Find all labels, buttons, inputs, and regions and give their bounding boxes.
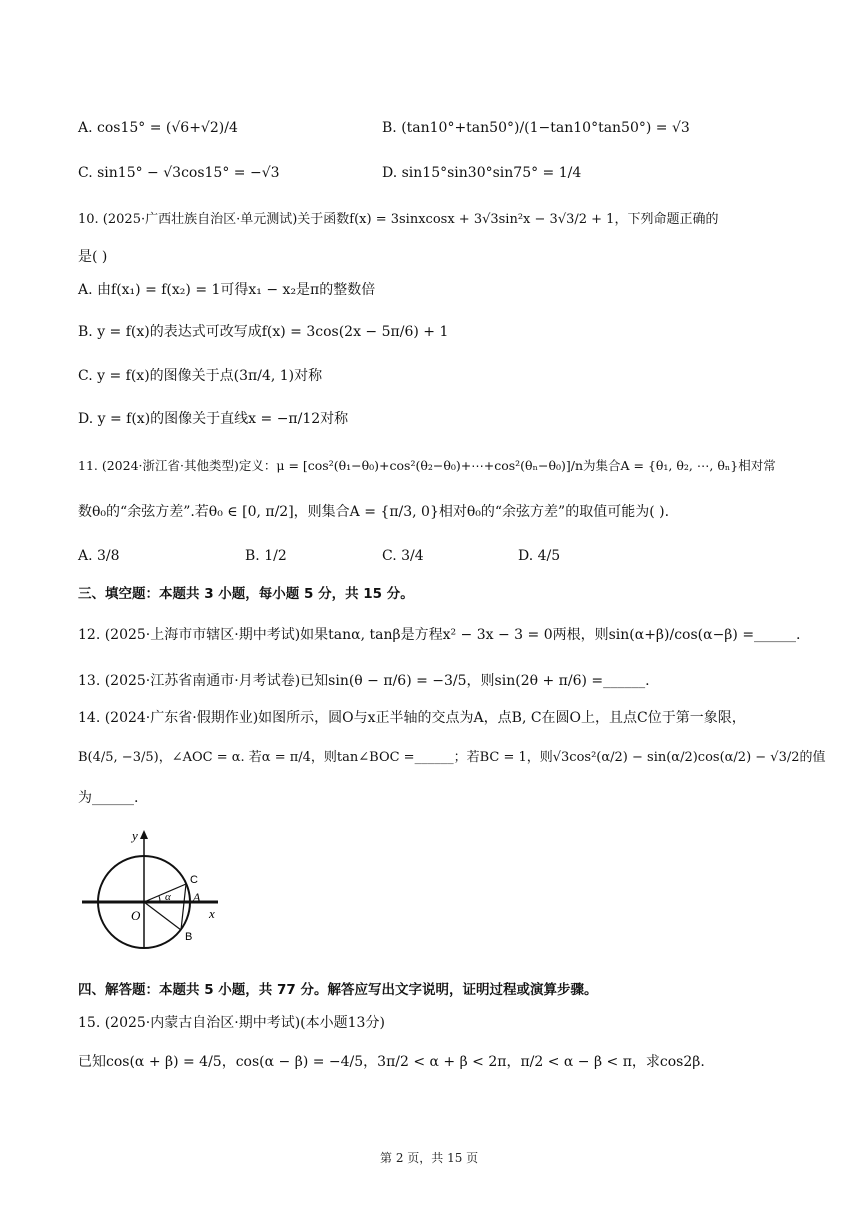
label-b: B — [185, 931, 193, 943]
q11-option-c: C. 3/4 — [382, 548, 424, 564]
q10-option-d: D. y = f(x)的图像关于直线x = −π/12对称 — [78, 411, 349, 427]
label-alpha: α — [165, 891, 171, 903]
q11-stem: 11. (2024·浙江省·其他类型)定义：μ = [cos²(θ₁−θ₀)+cos²(θ₂−θ₀)+⋯+cos²(θₙ−θ₀)]/n为集合A = {θ₁, θ₂, ⋯, θₙ}相对常 — [78, 458, 776, 473]
section-3-title: 三、填空题：本题共 3 小题，每小题 5 分，共 15 分。 — [78, 586, 414, 602]
q10-stem: 10. (2025·广西壮族自治区·单元测试)关于函数f(x) = 3sinxcosx + 3√3sin²x − 3√3/2 + 1，下列命题正确的 — [78, 212, 719, 227]
q11-option-b: B. 1/2 — [245, 548, 287, 564]
q10-stem-cont: 是( ) — [78, 249, 108, 265]
page-footer: 第 2 页，共 15 页 — [380, 1151, 479, 1165]
q9-option-a: A. cos15° = (√6+√2)/4 — [78, 120, 238, 136]
q11-option-a: A. 3/8 — [78, 548, 120, 564]
q10-option-c: C. y = f(x)的图像关于点(3π/4, 1)对称 — [78, 368, 323, 384]
label-a: A — [193, 890, 201, 904]
q11-option-d: D. 4/5 — [518, 548, 561, 564]
q9-option-d: D. sin15°sin30°sin75° = 1/4 — [382, 165, 582, 181]
q14-line2: B(4/5, −3/5)，∠AOC = α. 若α = π/4，则tan∠BOC =______；若BC = 1，则√3cos²(α/2) − sin(α/2)cos(α/2) − √3/2的值 — [78, 750, 826, 765]
q15-header: 15. (2025·内蒙古自治区·期中考试)(本小题13分) — [78, 1015, 385, 1031]
q9-option-b: B. (tan10°+tan50°)/(1−tan10°tan50°) = √3 — [382, 120, 690, 136]
section-4-title: 四、解答题：本题共 5 小题，共 77 分。解答应写出文字说明，证明过程或演算步骤。 — [78, 982, 598, 998]
q11-stem-cont: 数θ₀的“余弦方差”.若θ₀ ∈ [0, π/2]，则集合A = {π/3, 0}相对θ₀的“余弦方差”的取值可能为( ). — [78, 504, 670, 520]
q15-body: 已知cos(α + β) = 4/5，cos(α − β) = −4/5，3π/2 < α + β < 2π，π/2 < α − β < π，求cos2β. — [78, 1054, 705, 1070]
q14-line1: 14. (2024·广东省·假期作业)如图所示，圆O与x正半轴的交点为A，点B, C在圆O上，且点C位于第一象限， — [78, 710, 746, 726]
q13: 13. (2025·江苏省南通市·月考试卷)已知sin(θ − π/6) = −3/5，则sin(2θ + π/6) =______. — [78, 673, 650, 689]
label-y: y — [132, 828, 138, 843]
q9-option-c: C. sin15° − √3cos15° = −√3 — [78, 165, 280, 181]
y-axis-arrow — [140, 830, 148, 839]
q14-line3: 为______. — [78, 790, 139, 806]
label-x: x — [209, 906, 215, 921]
label-c: C — [190, 874, 198, 886]
q10-option-b: B. y = f(x)的表达式可改写成f(x) = 3cos(2x − 5π/6) + 1 — [78, 324, 449, 340]
unit-circle-figure — [78, 826, 228, 950]
q12: 12. (2025·上海市市辖区·期中考试)如果tanα, tanβ是方程x² − 3x − 3 = 0两根，则sin(α+β)/cos(α−β) =______. — [78, 627, 801, 643]
segment-ob — [144, 902, 181, 930]
q10-option-a: A. 由f(x₁) = f(x₂) = 1可得x₁ − x₂是π的整数倍 — [78, 282, 376, 298]
label-o: O — [131, 908, 141, 923]
